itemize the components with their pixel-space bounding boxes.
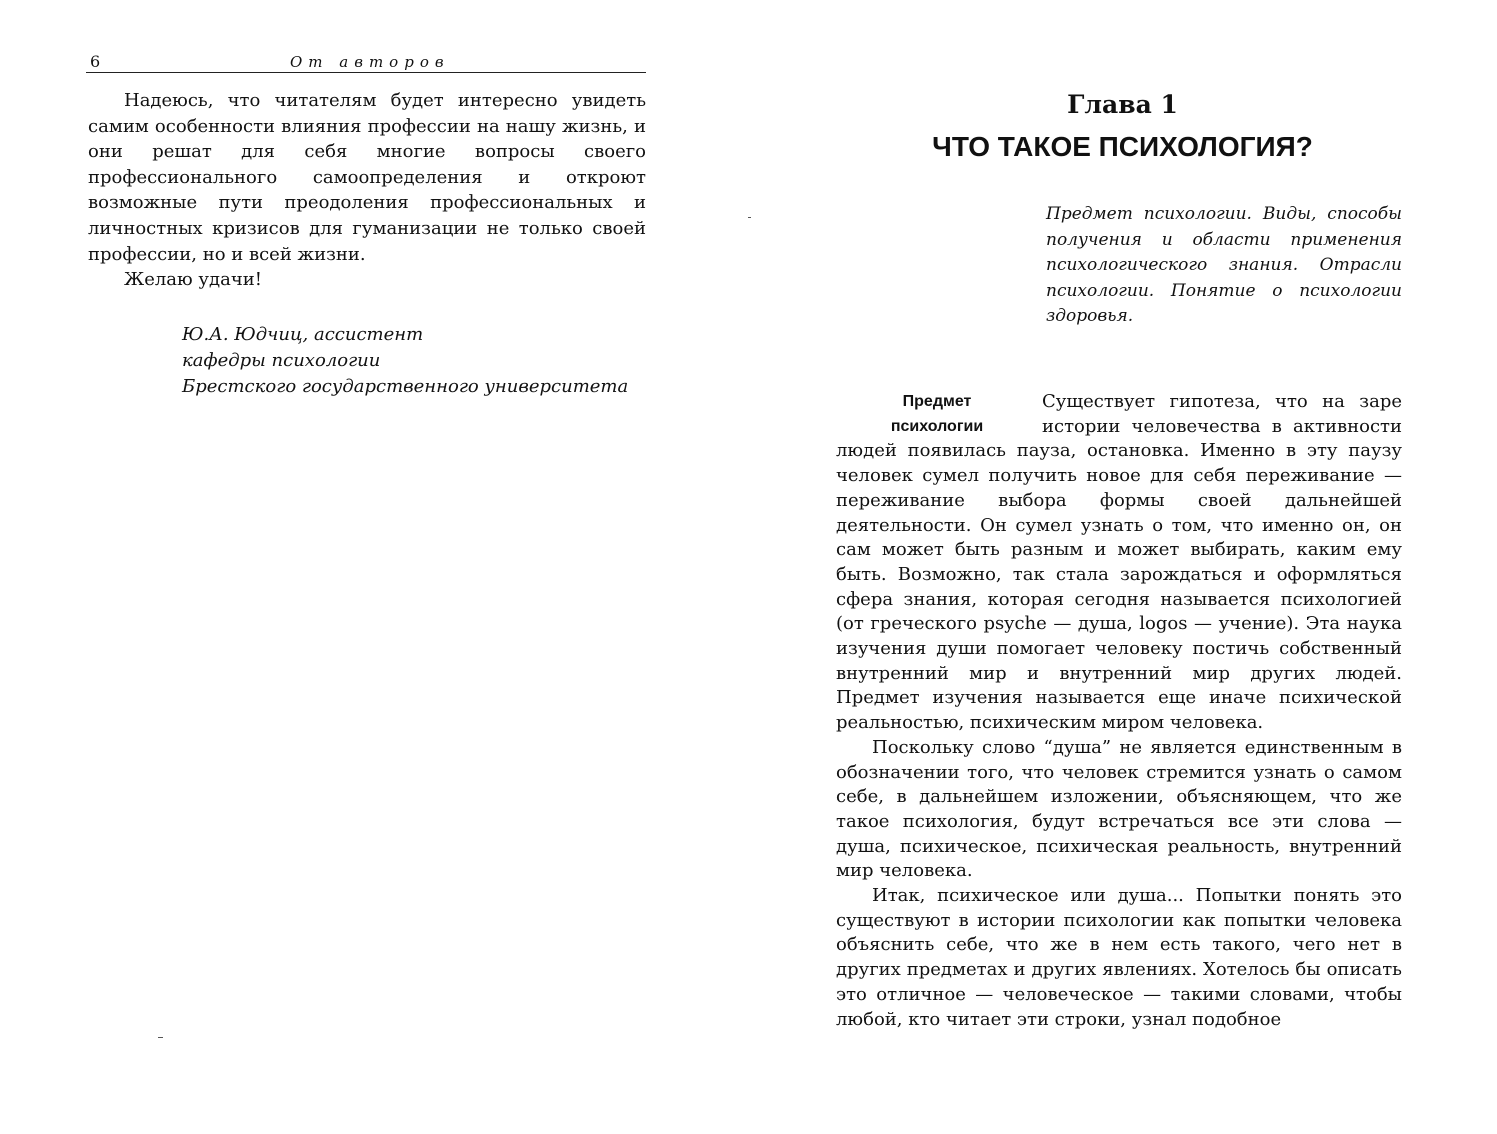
running-head: От авторов — [290, 53, 450, 71]
side-heading-line: Предмет — [902, 393, 972, 410]
header-rule — [86, 72, 646, 73]
page-number: 6 — [90, 52, 101, 71]
scan-speck — [158, 1037, 163, 1038]
signature-line: Ю.А. Юдчиц, ассистент — [182, 324, 424, 345]
signature-line: Брестского государственного университета — [182, 376, 629, 397]
scan-speck — [748, 217, 751, 218]
signature-line: кафедры психологии — [182, 350, 381, 371]
author-signature — [182, 322, 652, 400]
preface-text — [88, 88, 646, 293]
chapter-epigraph — [1046, 202, 1402, 330]
chapter-label: Глава 1 — [1067, 90, 1178, 119]
preface-paragraph: Надеюсь, что читателям будет интересно увидеть самим особенности влияния профессии на нашу жизнь, и они решат для себя многие вопросы своего профессионального самоопределения и откроют возможные пути преодоления профессиональных и личностных кризисов для гуманизации не только своей профессии, но и всей жизни. — [88, 90, 646, 265]
body-paragraph: Поскольку слово “душа” не является единственным в обозначении того, что человек стремится узнать о самом себе, в дальнейшем изложении, объясняющем, что же такое психология, будут встречаться все эти слова — душа, психическое, психическая реальность, внутренний мир человека. — [836, 736, 1402, 882]
chapter-body — [836, 390, 1402, 1032]
right-page — [748, 0, 1497, 1134]
side-heading-line: психологии — [890, 417, 984, 435]
side-heading — [832, 390, 1042, 439]
epigraph-text: Предмет психологии. Виды, способы получения и области применения психологического знания. Отрасли психологии. Понятие о психологии здоровья. — [1046, 204, 1402, 327]
body-paragraph: Итак, психическое или душа... Попытки понять это существуют в истории психологии как попытки человека объяснить себе, что же в нем есть такого, чего нет в других предметах и других явлениях. Хотелось бы описать это отличное — человеческое — такими словами, чтобы любой, кто читает эти строки, узнал подобное — [836, 885, 1402, 1030]
chapter-title: ЧТО ТАКОЕ ПСИХОЛОГИЯ? — [932, 131, 1313, 162]
body-paragraph: Существует гипотеза, что на заре истории человечества в активности людей появилась пауза, остановка. Именно в эту паузу человек сумел получить новое для себя переживание — переживание выбора формы своей дальнейшей деятельности. Он сумел узнать о том, что именно он, он сам может быть разным и может выбирать, каким ему быть. Возможно, так стала зарождаться и оформляться сфера знания, которая сегодня называется психологией (от греческого psyche — душа, logos — учение). Эта наука изучения души помогает человеку постичь собственный внутренний мир и внутренний мир других людей. Предмет изучения называется еще иначе психической реальностью, психическим миром человека. — [836, 391, 1402, 734]
preface-closing: Желаю удачи! — [124, 269, 262, 291]
left-page — [0, 0, 748, 1134]
